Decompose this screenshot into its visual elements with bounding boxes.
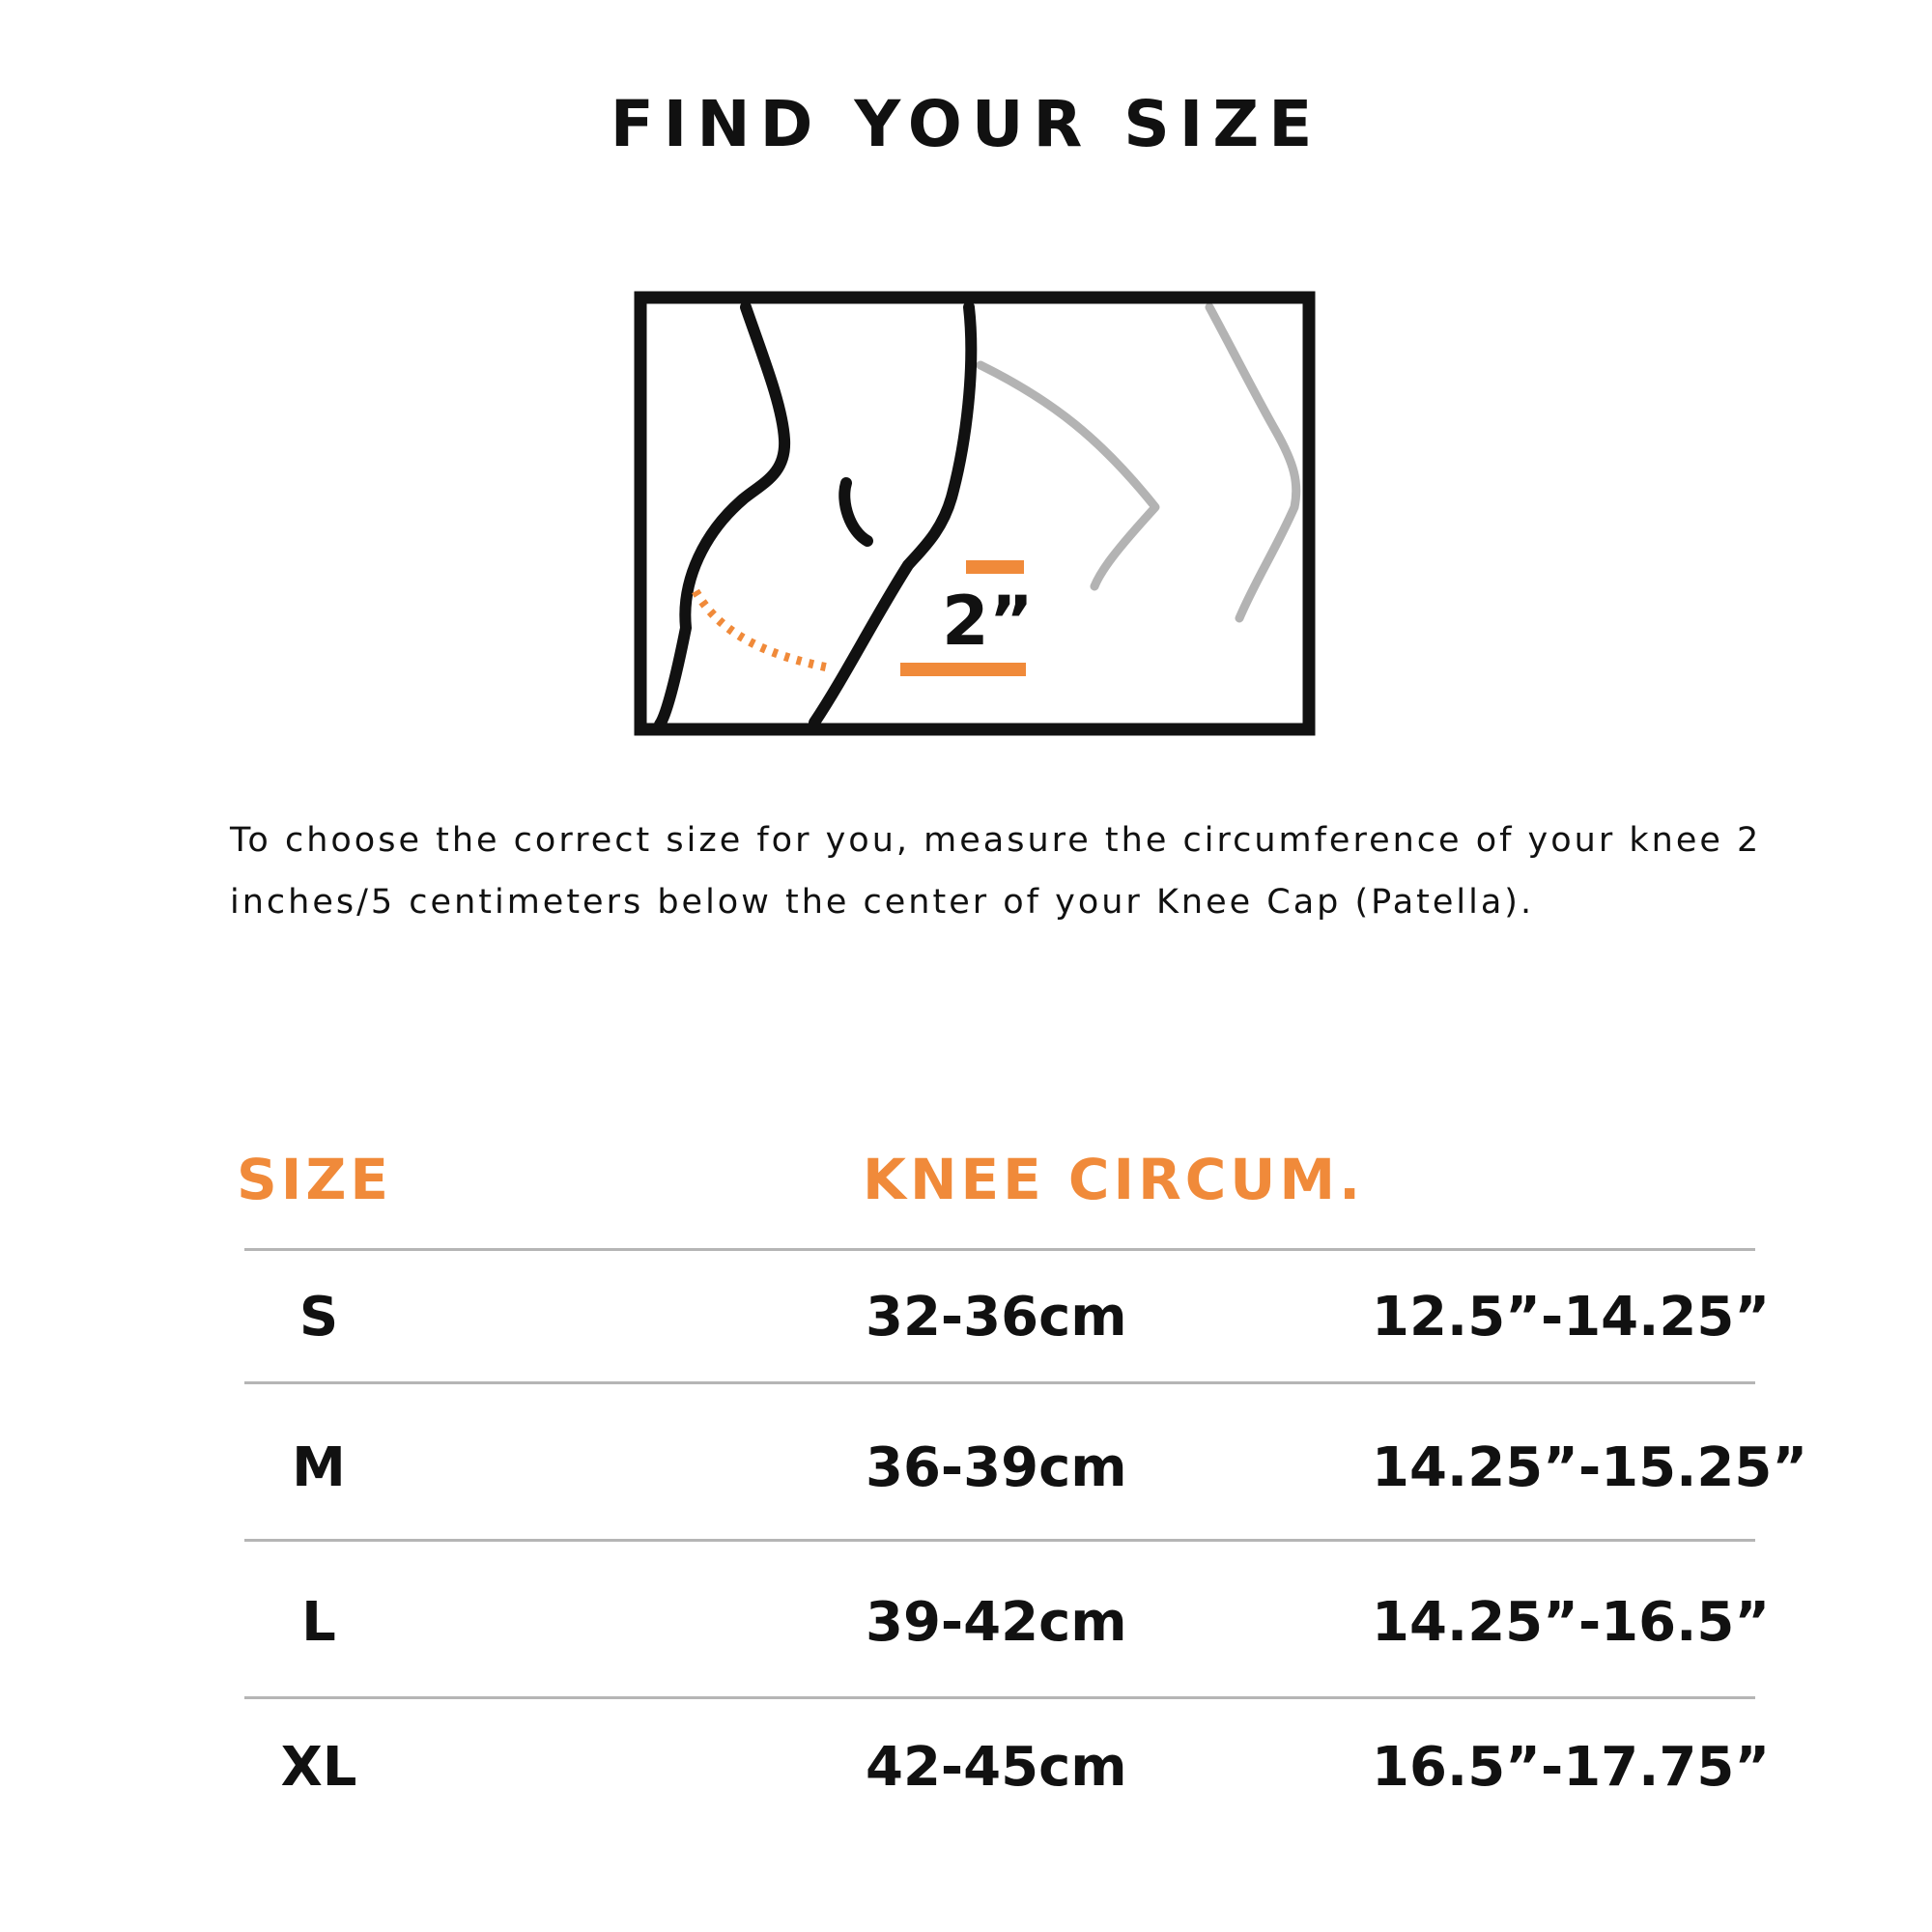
size-cell: M [292, 1436, 346, 1499]
size-cell: L [301, 1591, 336, 1654]
inches-cell: 14.25”-16.5” [1372, 1591, 1771, 1654]
inches-cell: 14.25”-15.25” [1372, 1436, 1808, 1499]
cm-cell: 42-45cm [866, 1736, 1127, 1799]
header-size: SIZE [237, 1147, 393, 1212]
size-cell: XL [280, 1736, 357, 1799]
header-knee-circumference: KNEE CIRCUM. [863, 1147, 1365, 1212]
measure-label: 2” [942, 582, 1034, 661]
divider [244, 1248, 1755, 1251]
cm-cell: 39-42cm [866, 1591, 1127, 1654]
size-cell: S [298, 1286, 339, 1349]
divider [244, 1539, 1755, 1542]
inches-cell: 12.5”-14.25” [1372, 1286, 1771, 1349]
divider [244, 1696, 1755, 1699]
page-title: FIND YOUR SIZE [610, 87, 1322, 161]
cm-cell: 36-39cm [866, 1436, 1127, 1499]
instructions-text: To choose the correct size for you, measure the circumference of your knee 2 inches/5 centimeters below the center of your Knee Cap (Patella). [230, 821, 1762, 922]
divider [244, 1381, 1755, 1384]
inches-cell: 16.5”-17.75” [1372, 1736, 1771, 1799]
cm-cell: 32-36cm [866, 1286, 1127, 1349]
